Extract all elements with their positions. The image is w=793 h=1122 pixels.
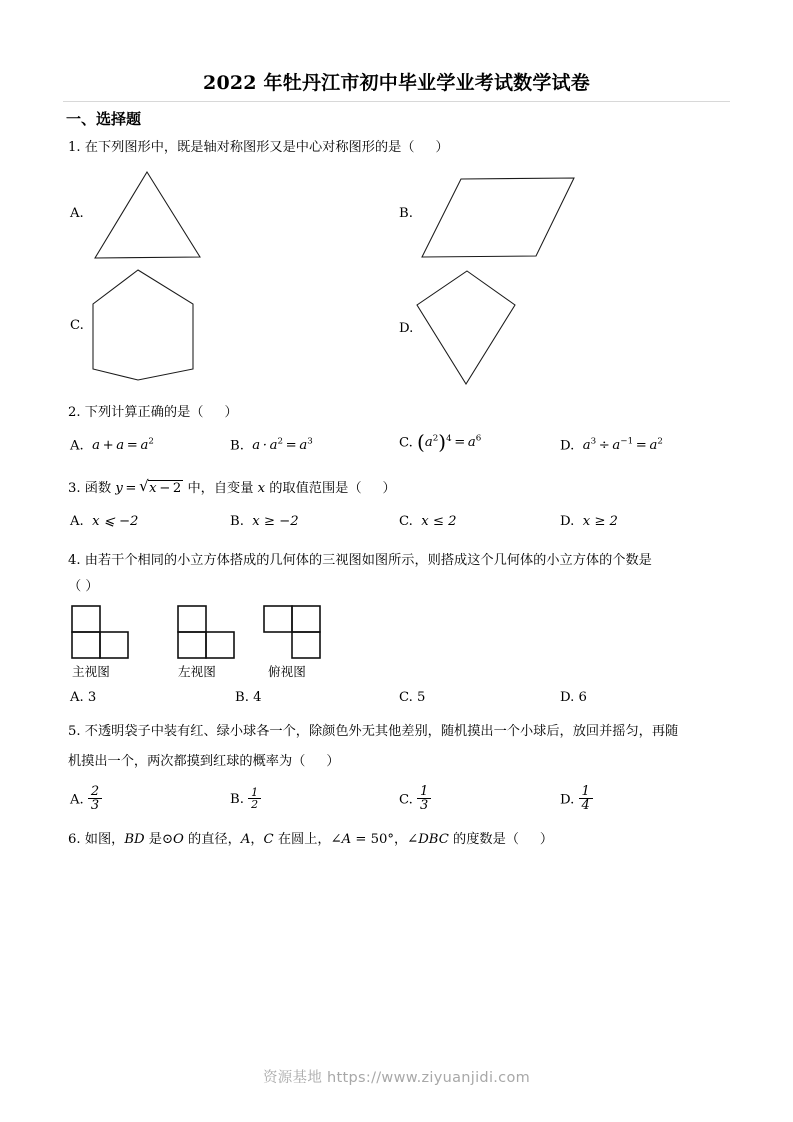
q5-frac-b-den: 2 [251, 798, 259, 812]
page-title: 2022 年牡丹江市初中毕业学业考试数学试卷 [203, 72, 590, 94]
q5-option-b[interactable] [230, 788, 261, 811]
q3-option-d[interactable] [560, 514, 618, 529]
q5-label-c: C. [399, 792, 413, 808]
three-view-top-grid [262, 604, 334, 662]
q6-text-c: 的直径， [183, 832, 241, 847]
q3-label-c: C. [399, 514, 413, 529]
q3-b-expr: x ≥ −2 [252, 514, 299, 529]
q6-angle-dbc: DBC [418, 832, 449, 847]
q3-stem-mid: 中，自变量 [183, 481, 258, 496]
q1-option-label-b[interactable]: B. [399, 206, 413, 221]
q3-paren-close: ） [382, 481, 396, 496]
q4-option-c[interactable]: C. 5 [399, 690, 426, 705]
three-view-side-label: 左视图 [178, 664, 216, 679]
q4-option-b[interactable]: B. 4 [235, 690, 262, 705]
figure-parallelogram-icon [415, 172, 585, 267]
question-5-stem-line1: 5. 不透明袋子中装有红、绿小球各一个，除颜色外无其他差别，随机摸出一个小球后，放回并摇匀，再随 [68, 724, 679, 739]
q6-paren-close: ） [539, 832, 554, 847]
figure-triangle-icon [90, 166, 210, 266]
q5-frac-d-den: 4 [581, 798, 590, 814]
q1-blank [414, 140, 435, 155]
q6-text-f: = 50°，∠ [351, 832, 419, 847]
q5-frac-d [579, 785, 593, 813]
q5-blank [305, 754, 326, 769]
q5-frac-a-den: 3 [90, 798, 100, 814]
q2-d-expr: $a^3 \div a^{-1} = a^2$ [582, 437, 663, 454]
q6-a-pt: A [240, 832, 251, 847]
q1-stem-text: 1. 在下列图形中，既是轴对称图形又是中心对称图形的是（ [68, 140, 415, 155]
q2-b-expr: $a \cdot a^2 = a^3$ [252, 437, 313, 454]
q5-frac-c-num: 1 [417, 785, 431, 799]
q5-frac-c-den: 3 [420, 798, 429, 814]
q4-option-d[interactable]: D. 6 [560, 690, 587, 705]
q1-paren-close: ） [435, 140, 449, 155]
q3-var-x: x [257, 481, 266, 496]
q2-option-c[interactable] [399, 430, 482, 455]
q4-option-a[interactable]: A. 3 [70, 690, 97, 705]
question-2-stem [68, 403, 238, 422]
q2-a-expr: $a + a = a^2$ [92, 437, 154, 454]
q2-option-d[interactable] [560, 437, 663, 453]
q6-text-g: 的度数是（ [448, 832, 519, 847]
q3-option-c[interactable] [399, 514, 456, 529]
q5-frac-b-num: 1 [248, 787, 261, 799]
q5-label-a: A. [70, 792, 84, 808]
q3-c-expr: x ≤ 2 [421, 514, 457, 529]
q3-d-expr: x ≥ 2 [582, 514, 618, 529]
q1-option-label-d[interactable]: D. [399, 321, 414, 336]
q3-stem-post: 的取值范围是（ [265, 481, 362, 496]
q3-option-a[interactable] [70, 514, 138, 529]
q3-label-b: B. [230, 514, 244, 529]
three-view-front-label: 主视图 [72, 664, 110, 679]
three-view-front-grid [70, 604, 142, 662]
figure-hexagon-icon [85, 266, 210, 386]
q3-var-y: y [115, 481, 123, 496]
q2-stem-text: 2. 下列计算正确的是（ [68, 405, 204, 420]
q6-text-e: 在圆上，∠ [273, 832, 342, 847]
header-divider [63, 101, 730, 102]
q5-line2-text: 机摸出一个，两次都摸到红球的概率为（ [68, 754, 306, 769]
figure-kite-icon [408, 266, 528, 391]
q5-frac-a-num: 2 [88, 785, 102, 799]
three-view-side-grid [176, 604, 248, 662]
q2-option-a[interactable] [70, 437, 154, 453]
q2-blank [203, 405, 224, 420]
q6-blank [519, 832, 540, 847]
q5-frac-b [248, 787, 261, 810]
q6-text-a: 6. 如图， [68, 832, 125, 847]
q5-frac-d-num: 1 [579, 785, 593, 799]
q3-a-expr: x ⩽ −2 [92, 514, 139, 529]
q3-label-a: A. [70, 514, 84, 529]
q2-c-expr: $(a^2)^4 = a^6$ [417, 430, 482, 455]
q5-frac-a [88, 785, 102, 813]
q1-option-label-a[interactable]: A. [70, 206, 84, 221]
three-view-top-label: 俯视图 [268, 664, 306, 679]
q3-label-d: D. [560, 514, 575, 529]
question-3-stem: 3. 函数 y = √ x − 2 中，自变量 x 的取值范围是（ ） [68, 478, 396, 498]
q5-paren-close: ） [326, 754, 340, 769]
q2-label-c: C. [399, 435, 413, 451]
q6-o: O [173, 832, 184, 847]
q1-option-label-c[interactable]: C. [70, 318, 84, 333]
q5-frac-c [417, 785, 431, 813]
q3-blank [362, 481, 383, 496]
q5-label-b: B. [230, 792, 244, 808]
question-4-stem-line2: （ ） [68, 579, 99, 594]
q2-label-d: D. [560, 438, 575, 454]
section-heading: 一、选择题 [66, 110, 142, 128]
q5-option-d[interactable] [560, 786, 593, 814]
q5-label-d: D. [560, 792, 575, 808]
q3-option-b[interactable] [230, 514, 299, 529]
question-6-stem [68, 830, 553, 849]
question-1-stem [68, 138, 449, 157]
q3-stem-pre: 3. 函数 [68, 481, 116, 496]
q2-label-a: A. [70, 438, 84, 454]
q6-text-b: 是⊙ [144, 832, 174, 847]
q6-text-d: ， [250, 832, 264, 847]
watermark: 资源基地 https://www.ziyuanjidi.com [262, 1070, 531, 1086]
q5-option-c[interactable] [399, 786, 431, 814]
q6-c-pt: C [263, 832, 274, 847]
question-4-stem-line1: 4. 由若干个相同的小立方体搭成的几何体的三视图如图所示，则搭成这个几何体的小立方体的个数是 [68, 553, 652, 568]
q6-bd: BD [124, 832, 145, 847]
q5-option-a[interactable] [70, 786, 102, 814]
q2-option-b[interactable] [230, 437, 313, 453]
q2-paren-close: ） [224, 405, 238, 420]
q2-label-b: B. [230, 438, 244, 454]
q3-radical-icon: √ x − 2 [139, 477, 182, 496]
q6-angle-a: A [341, 832, 352, 847]
question-5-stem-line2 [68, 752, 340, 771]
